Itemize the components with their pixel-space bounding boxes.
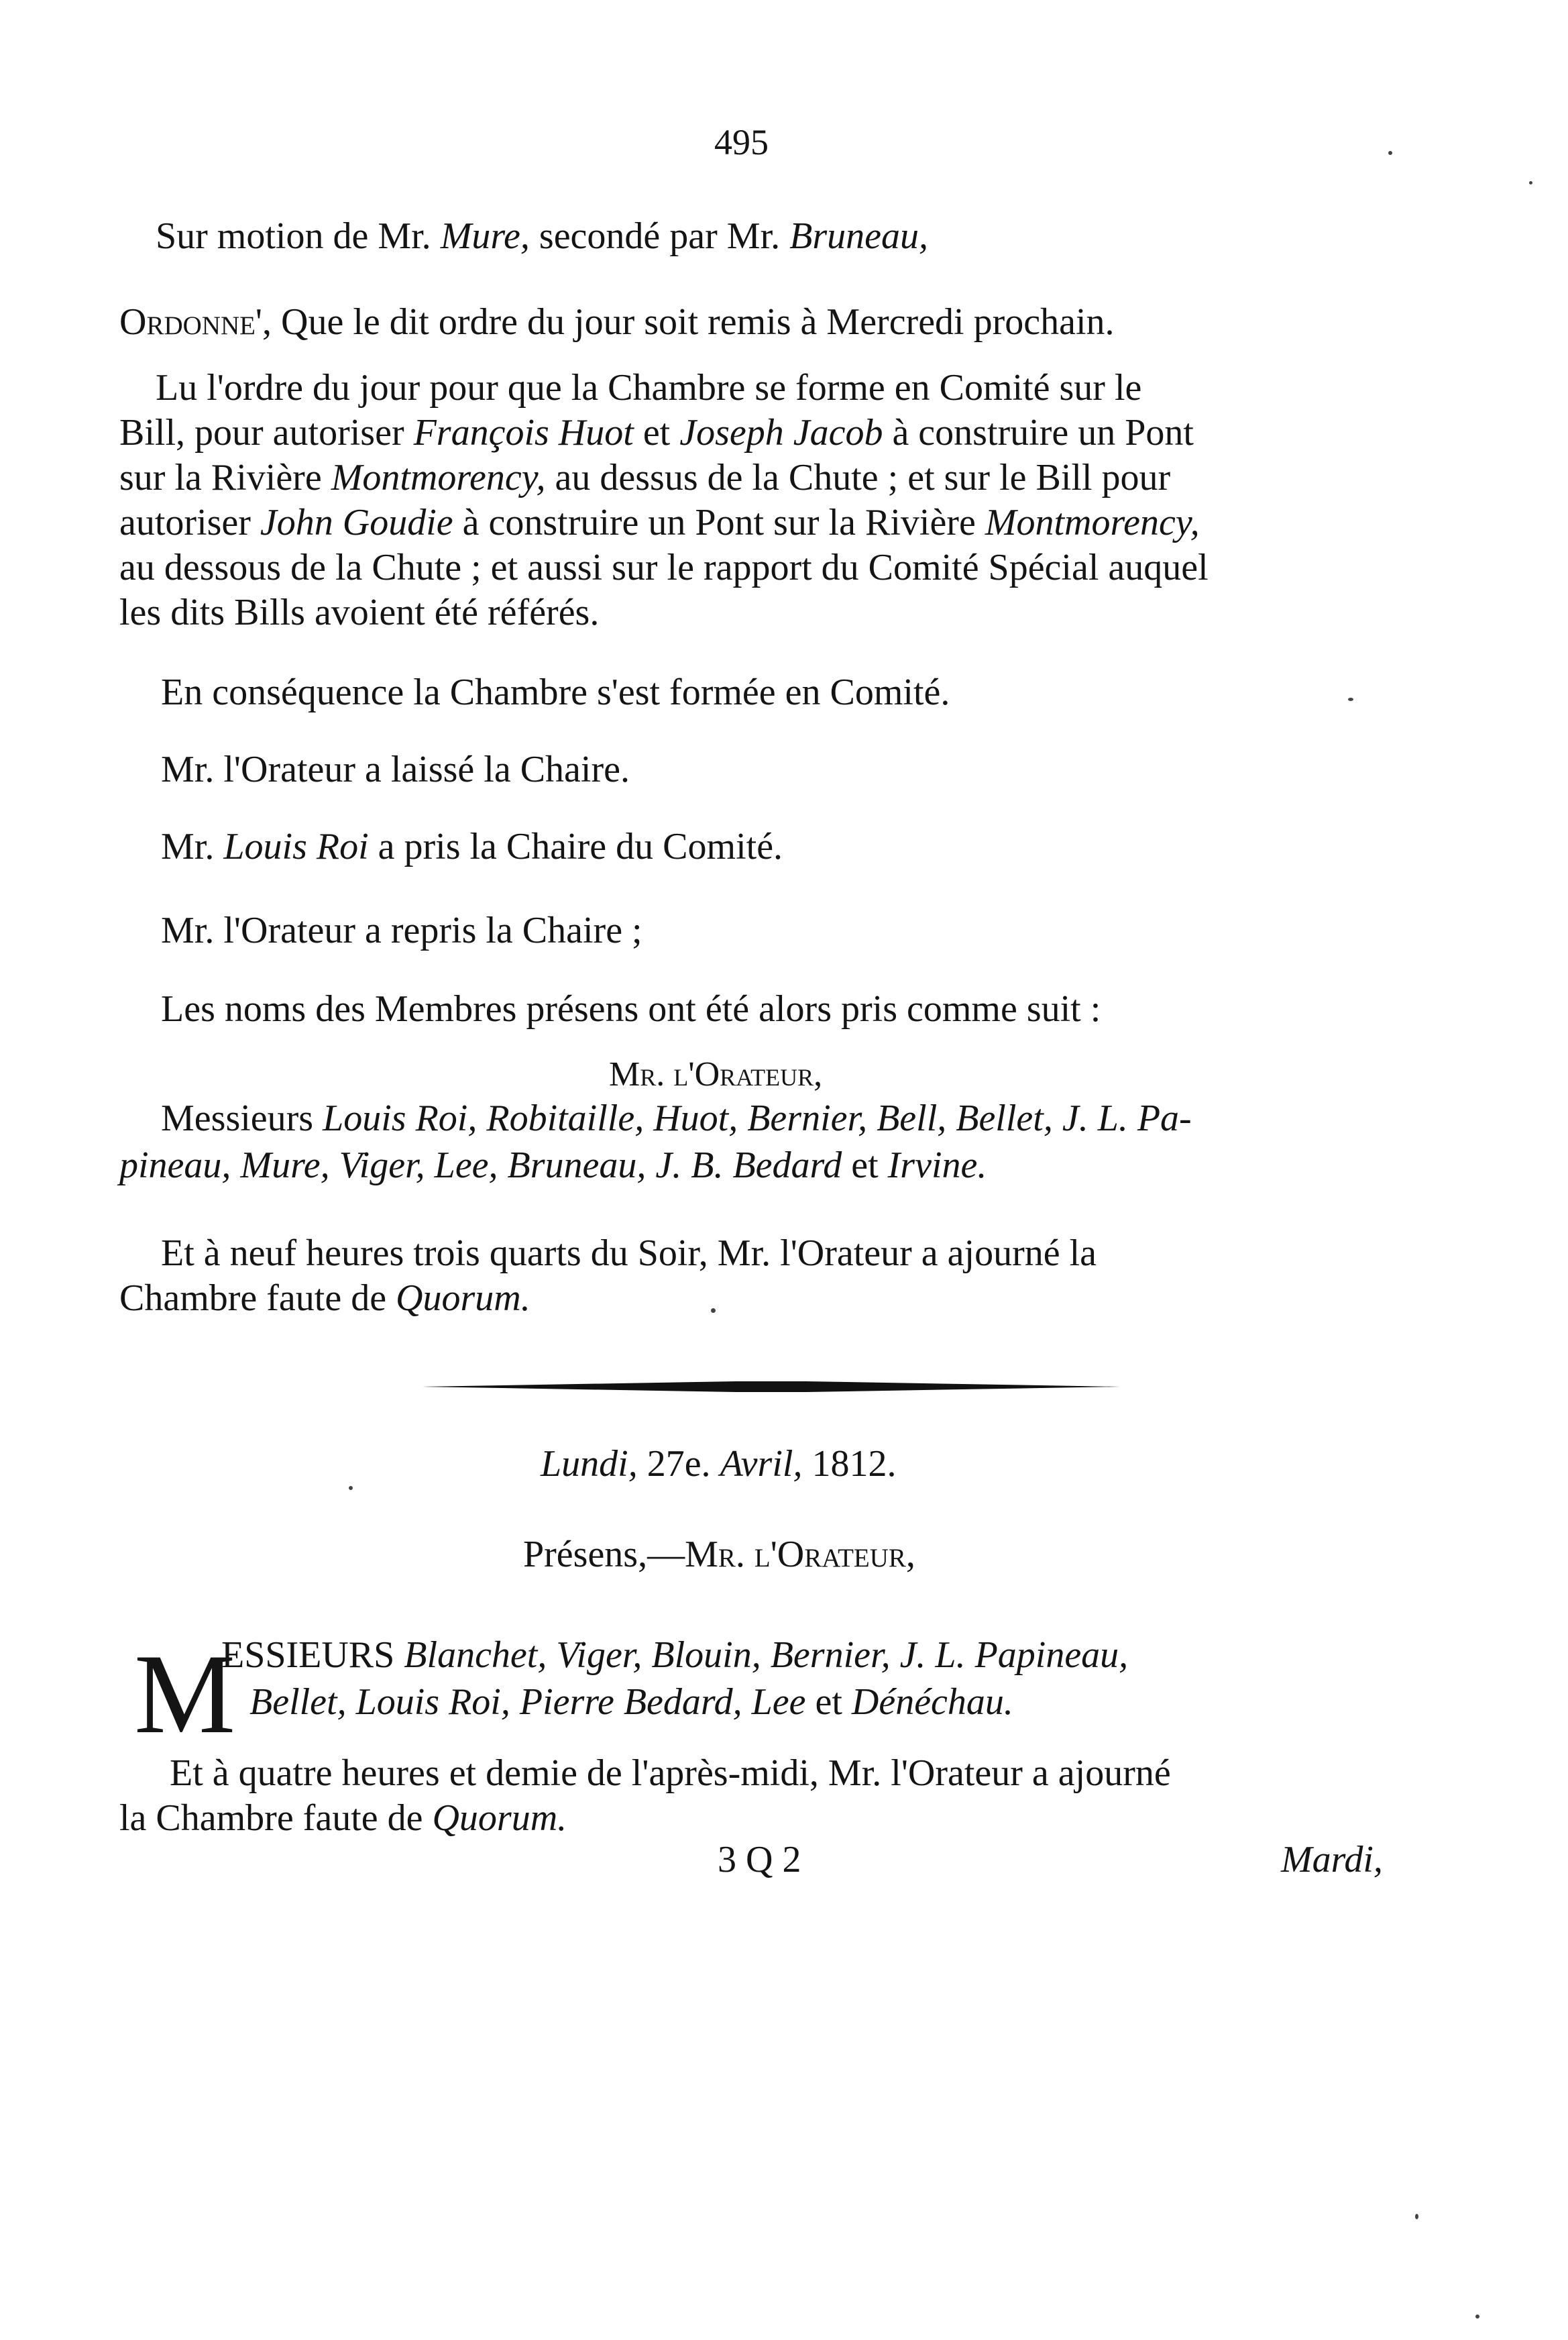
scan-speck (711, 1308, 716, 1313)
attendance-line-2: Bellet, Louis Roi, Pierre Bedard, Lee et Dénéchau. (249, 1681, 1013, 1723)
speaker-resumed-chair-line: Mr. l'Orateur a repris la Chaire ; (161, 910, 642, 951)
section-divider-rule (423, 1381, 1120, 1392)
members-present-intro: Les noms des Membres présens ont été alors pris comme suit : (161, 988, 1101, 1030)
page-number: 495 (714, 122, 769, 162)
ordonne-paragraph: Ordonne', Que le dit ordre du jour soit remis à Mercredi prochain. (119, 301, 1115, 343)
catchword: Mardi, (1281, 1839, 1383, 1880)
scan-speck (1415, 2214, 1418, 2219)
signature-mark: 3 Q 2 (718, 1839, 801, 1880)
scan-speck (1348, 698, 1353, 701)
presens-heading: Présens,—Mr. l'Orateur, (523, 1534, 915, 1575)
attendance-line-1: ESSIEURS Blanchet, Viger, Blouin, Bernier, J. L. Papineau, (221, 1634, 1129, 1676)
afternoon-adjourned-paragraph: Et à quatre heures et demie de l'après-midi, Mr. l'Orateur a ajourné la Chambre faute de Quorum. (119, 1752, 1171, 1839)
scan-speck (1529, 181, 1532, 184)
members-list-line-1: Messieurs Louis Roi, Robitaille, Huot, Bernier, Bell, Bellet, J. L. Pa- (161, 1098, 1192, 1139)
scan-speck (1475, 2315, 1479, 2319)
motion-paragraph: Sur motion de Mr. Mure, secondé par Mr. Bruneau, (156, 215, 928, 257)
order-of-day-paragraph: Lu l'ordre du jour pour que la Chambre se forme en Comité sur le Bill, pour autoriser François Huot et Joseph Jacob à construire un Pont sur la Rivière Montmorency, au dessus de la Chute ; et sur le Bill pour autoriser John Goudie à construire un Pont sur la Rivière Montmorency, au dessous de la Chute ; et aussi sur le rapport du Comité Spécial auquel les dits Bills avoient été référés. (119, 367, 1209, 633)
members-list-line-2: pineau, Mure, Viger, Lee, Bruneau, J. B. Bedard et Irvine. (119, 1145, 987, 1186)
louis-roi-chair-line: Mr. Louis Roi a pris la Chaire du Comité. (161, 826, 783, 867)
committee-formed-line: En conséquence la Chambre s'est formée en Comité. (161, 672, 950, 713)
drop-cap: M (134, 1631, 236, 1757)
scan-speck (1388, 151, 1392, 155)
date-heading: Lundi, 27e. Avril, 1812. (541, 1443, 897, 1485)
adjourned-paragraph: Et à neuf heures trois quarts du Soir, Mr. l'Orateur a ajourné la Chambre faute de Quorum. (119, 1232, 1097, 1319)
speaker-title: Mr. l'Orateur, (609, 1055, 823, 1094)
scan-speck (349, 1486, 353, 1490)
speaker-left-chair-line: Mr. l'Orateur a laissé la Chaire. (161, 749, 630, 790)
